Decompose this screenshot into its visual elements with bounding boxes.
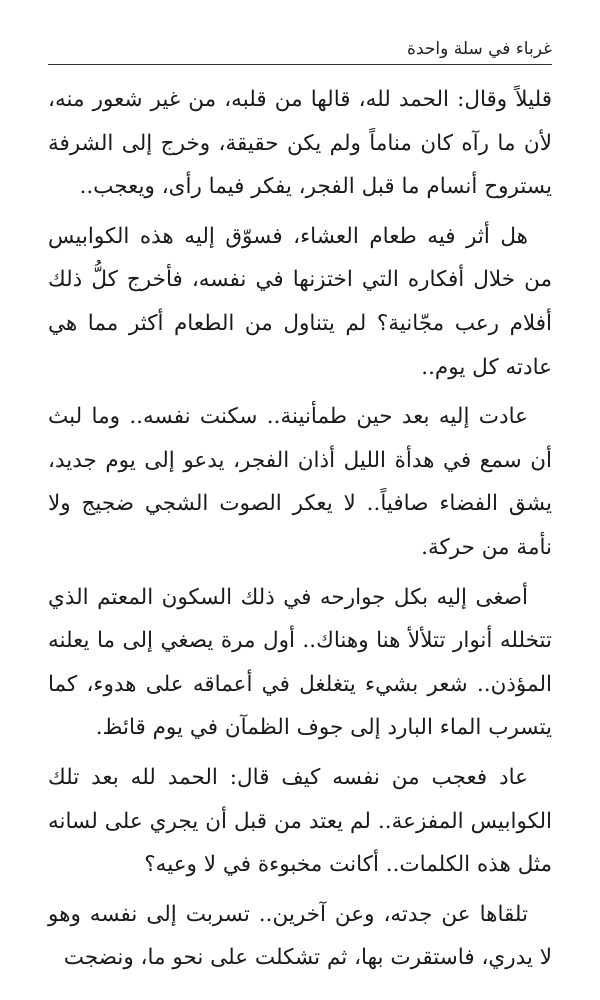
paragraph: أصغى إليه بكل جوارحه في ذلك السكون المعتم الذي تتخلله أنوار تتلألأ هنا وهناك.. أول مرة يصغي إلى ما يعلنه المؤذن.. شعر بشيء يتغلغل في أعماقه على هدوء، كما يتسرب الماء البارد إلى جوف الظمآن في يوم قائظ. (48, 584, 552, 741)
body-text (48, 78, 552, 986)
paragraph: عاد فعجب من نفسه كيف قال: الحمد لله بعد تلك الكوابيس المفزعة.. لم يعتد من قبل أن يجري على لسانه مثل هذه الكلمات.. أكانت مخبوءة في لا وعيه؟ (48, 764, 552, 878)
paragraph: قليلاً وقال: الحمد لله، قالها من قلبه، من غير شعور منه، لأن ما رآه كان مناماً ولم يكن حقيقة، وخرج إلى الشرفة يستروح أنسام ما قبل الفجر، يفكر فيما رأى، ويعجب.. (48, 87, 552, 200)
paragraph: هل أثر فيه طعام العشاء، فسوّق إليه هذه الكوابيس من خلال أفكاره التي اختزنها في نفسه، فأخرج كلُّ ذلك أفلام رعب مجّانية؟ لم يتناول من الطعام أكثر مما هي عادته كل يوم.. (48, 223, 552, 380)
header-rule (48, 64, 552, 65)
running-title: غرباء في سلة واحدة (407, 39, 552, 59)
paragraph: عادت إليه بعد حين طمأنينة.. سكنت نفسه.. وما لبث أن سمع في هدأة الليل أذان الفجر، يدعو إلى يوم جديد، يشق الفضاء صافياً.. لا يعكر الصوت الشجي ضجيج ولا نأمة من حركة. (48, 404, 552, 560)
paragraph: تلقاها عن جدته، وعن آخرين.. تسربت إلى نفسه وهو لا يدري، فاستقرت بها، ثم تشكلت على نحو ما، ونضجت (48, 901, 552, 971)
page-header (48, 34, 552, 64)
